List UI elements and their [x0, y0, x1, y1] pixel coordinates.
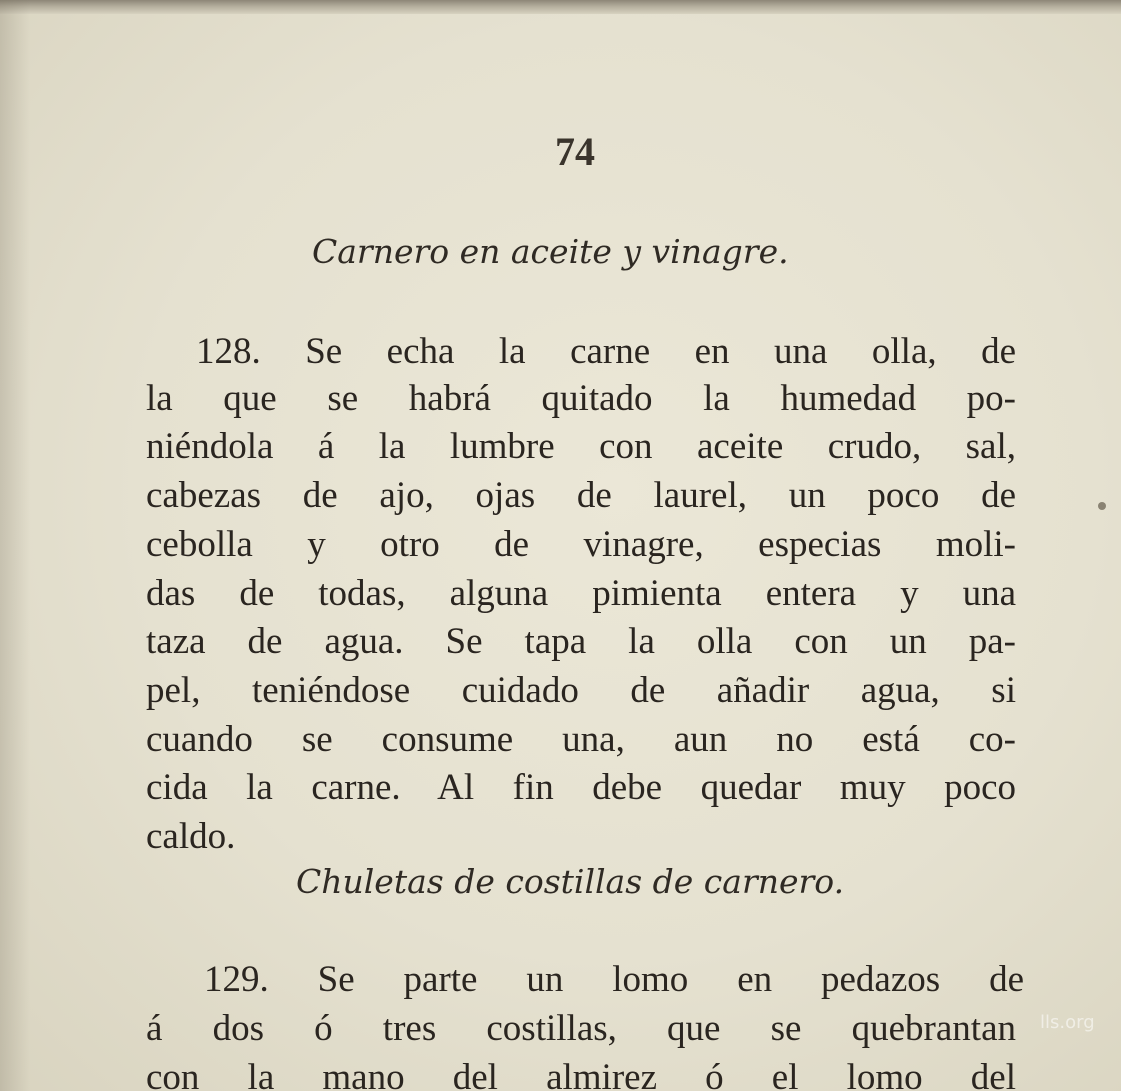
recipe-128-line: 128. Se echa la carne en una olla, de [196, 331, 1016, 372]
recipe-128-line: niéndola á la lumbre con aceite crudo, sal, [146, 426, 1016, 467]
recipe-128-line: taza de agua. Se tapa la olla con un pa- [146, 621, 1016, 662]
recipe-129-line: 129. Se parte un lomo en pedazos de [204, 959, 1024, 1000]
recipe-129-line: á dos ó tres costillas, que se quebrantan [146, 1008, 1016, 1049]
recipe-129-line: con la mano del almirez ó el lomo del [146, 1057, 1016, 1091]
recipe-128-line: caldo. [146, 816, 236, 857]
recipe-128-line: pel, teniéndose cuidado de añadir agua, si [146, 670, 1016, 711]
page-gutter-shadow [0, 0, 30, 1091]
recipe-128-line: cida la carne. Al fin debe quedar muy poco [146, 767, 1016, 808]
recipe-128-line: cabezas de ajo, ojas de laurel, un poco de [146, 475, 1016, 516]
recipe-128-line: cebolla y otro de vinagre, especias moli- [146, 524, 1016, 565]
recipe-128-line: das de todas, alguna pimienta entera y una [146, 573, 1016, 614]
recipe-title-carnero-aceite-vinagre: Carnero en aceite y vinagre. [312, 232, 789, 271]
recipe-title-chuletas-costillas: Chuletas de costillas de carnero. [296, 862, 845, 901]
recipe-128-line: la que se habrá quitado la humedad po- [146, 378, 1016, 419]
page-top-edge [0, 0, 1121, 14]
watermark-text: lls.org [1040, 1012, 1095, 1033]
page-number: 74 [555, 129, 595, 174]
paper-speck [1098, 502, 1106, 510]
recipe-128-line: cuando se consume una, aun no está co- [146, 719, 1016, 760]
